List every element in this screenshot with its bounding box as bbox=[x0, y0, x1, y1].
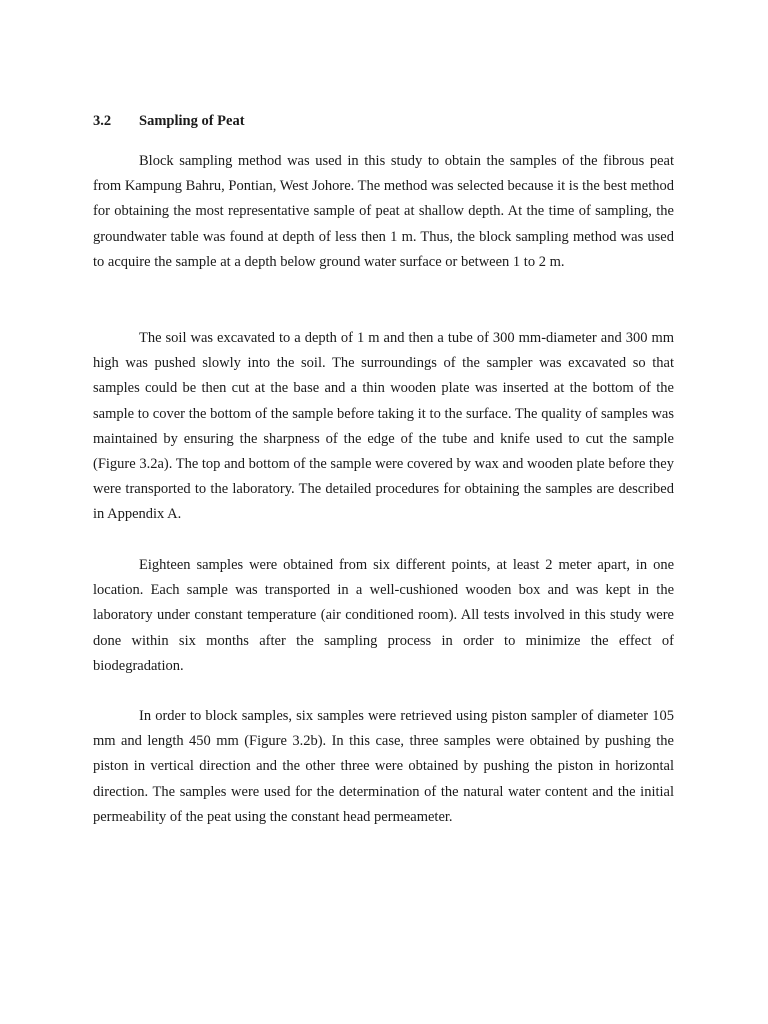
section-number: 3.2 bbox=[93, 113, 112, 129]
paragraph-piston-sampler: In order to block samples, six samples were retrieved using piston sampler of diameter 105 mm and length 450 mm (Figure 3.2b). In this case, three samples were obtained by pushing the piston in vertical direction and the other three were obtained by pushing the piston in horizontal direction. The samples were used for the determination of the natural water content and the initial permeability of the peat using the constant head permeameter. bbox=[93, 708, 674, 825]
paragraph-excavation-procedure: The soil was excavated to a depth of 1 m and then a tube of 300 mm-diameter and 300 mm high was pushed slowly into the soil. The surroundings of the sampler was excavated so that samples could be then cut at the base and a thin wooden plate was inserted at the bottom of the sample to cover the bottom of the sample before taking it to the surface. The quality of samples was maintained by ensuring the sharpness of the edge of the tube and knife used to cut the sample (Figure 3.2a). The top and bottom of the sample were covered by wax and wooden plate before they were transported to the laboratory. The detailed procedures for obtaining the samples are described in Appendix A. bbox=[93, 330, 674, 523]
section-heading bbox=[93, 111, 245, 131]
paragraph-eighteen-samples: Eighteen samples were obtained from six different points, at least 2 meter apart, in one location. Each sample was transported in a well-cushioned wooden box and was kept in the laboratory under constant temperature (air conditioned room). All tests involved in this study were done within six months after the sampling process in order to minimize the effect of biodegradation. bbox=[93, 557, 674, 674]
paragraph-block-sampling-method: Block sampling method was used in this study to obtain the samples of the fibrous peat from Kampung Bahru, Pontian, West Johore. The method was selected because it is the best method for obtaining the most representative sample of peat at shallow depth. At the time of sampling, the groundwater table was found at depth of less then 1 m. Thus, the block sampling method was used to acquire the sample at a depth below ground water surface or between 1 to 2 m. bbox=[93, 153, 674, 270]
section-title: Sampling of Peat bbox=[139, 113, 245, 129]
